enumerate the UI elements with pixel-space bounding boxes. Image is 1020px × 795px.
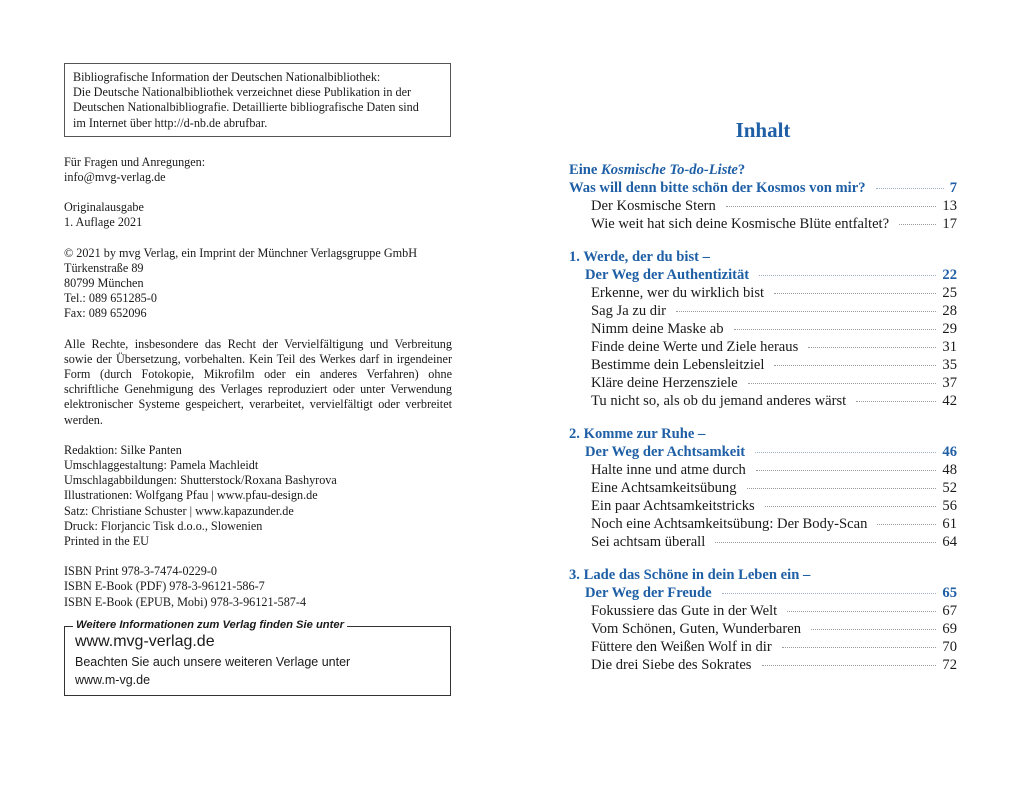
- edition-type: Originalausgabe: [64, 200, 144, 215]
- credit-line: Printed in the EU: [64, 534, 149, 549]
- toc-entry[interactable]: [569, 497, 957, 515]
- chapter-heading[interactable]: [569, 425, 957, 461]
- leader-dots: [748, 383, 937, 384]
- chapter-subtitle: Der Weg der Freude: [585, 585, 712, 601]
- leader-dots: [787, 611, 936, 612]
- leader-dots: [722, 593, 937, 594]
- heading-title: Was will denn bitte schön der Kosmos von mir?: [569, 180, 866, 196]
- publisher-url[interactable]: www.mvg-verlag.de: [75, 633, 215, 650]
- toc-entry[interactable]: [569, 392, 957, 410]
- page-number: 42: [942, 393, 957, 409]
- leader-dots: [774, 365, 936, 366]
- toc-entry[interactable]: [569, 461, 957, 479]
- leader-dots: [726, 206, 937, 207]
- leader-dots: [762, 665, 937, 666]
- leader-dots: [782, 647, 937, 648]
- page-number: 22: [942, 267, 957, 283]
- toc-entry[interactable]: [569, 374, 957, 392]
- leader-dots: [876, 188, 944, 189]
- page-number: 61: [942, 516, 957, 532]
- isbn-line: ISBN Print 978-3-7474-0229-0: [64, 564, 218, 579]
- contact-label: Für Fragen und Anregungen:: [64, 154, 206, 169]
- credit-line: Redaktion: Silke Panten: [64, 442, 182, 457]
- entry-title: Vom Schönen, Guten, Wunderbaren: [591, 621, 802, 637]
- page-number: 69: [942, 621, 957, 637]
- toc-section-intro: [569, 161, 957, 233]
- page-number: 7: [949, 180, 957, 196]
- page-number: 37: [942, 375, 957, 391]
- leader-dots: [759, 275, 936, 276]
- chapter-subtitle: Der Weg der Achtsamkeit: [585, 444, 746, 460]
- bibliographic-info-box: [64, 63, 451, 137]
- credit-line: Druck: Florjancic Tisk d.o.o., Slowenien: [64, 518, 263, 533]
- imprint-page: [64, 63, 452, 687]
- entry-title: Wie weit hat sich deine Kosmische Blüte entfaltet?: [591, 216, 890, 232]
- info-box-legend: Weitere Informationen zum Verlag finden Sie unter: [73, 618, 347, 633]
- leader-dots: [808, 347, 936, 348]
- entry-title: Tu nicht so, als ob du jemand anderes wärst: [591, 393, 847, 409]
- copyright-line: © 2021 by mvg Verlag, ein Imprint der Münchner Verlagsgruppe GmbH: [64, 245, 418, 260]
- toc-entry[interactable]: [569, 320, 957, 338]
- page-number: 46: [942, 444, 957, 460]
- page-number: 67: [942, 603, 957, 619]
- bib-line: Die Deutsche Nationalbibliothek verzeichnet diese Publikation in der: [73, 85, 412, 100]
- credit-line: Umschlaggestaltung: Pamela Machleidt: [64, 458, 259, 473]
- toc-section-chapter-3: [569, 566, 957, 674]
- toc-entry[interactable]: [569, 215, 957, 233]
- toc-entry[interactable]: [569, 533, 957, 551]
- entry-title: Der Kosmische Stern: [591, 198, 716, 214]
- toc-entry[interactable]: [569, 620, 957, 638]
- leader-dots: [877, 524, 936, 525]
- chapter-number-title: 1. Werde, der du bist –: [569, 249, 710, 265]
- leader-dots: [811, 629, 936, 630]
- contact-block: [64, 155, 452, 185]
- bib-line: Deutschen Nationalbibliografie. Detaillierte bibliografische Daten sind: [73, 100, 419, 115]
- leader-dots: [774, 293, 936, 294]
- toc-title: Inhalt: [735, 118, 791, 142]
- isbn-line: ISBN E-Book (EPUB, Mobi) 978-3-96121-587-4: [64, 594, 307, 609]
- toc-section-chapter-1: [569, 248, 957, 410]
- rights-notice: Alle Rechte, insbesondere das Recht der Vervielfältigung und Verbreitung sowie der Übersetzung, vorbehalten. Kein Teil des Werkes darf in irgendeiner Form (durch Fotokopie, Mikrofilm oder ein anderes Verfahren) ohne schriftliche Genehmigung des Verlages reproduziert oder unter Verwendung elektronischer Systeme gespeichert, verarbeitet, vervielfältigt oder verbreitet werden.: [64, 336, 452, 427]
- toc-section-chapter-2: [569, 425, 957, 551]
- credit-line: Illustrationen: Wolfgang Pfau | www.pfau-design.de: [64, 488, 318, 503]
- toc-page: [569, 115, 957, 689]
- entry-title: Bestimme dein Lebensleitziel: [591, 357, 765, 373]
- leader-dots: [734, 329, 937, 330]
- toc-entry[interactable]: [569, 479, 957, 497]
- page-number: 35: [942, 357, 957, 373]
- toc-entry[interactable]: [569, 356, 957, 374]
- heading-text: ?: [737, 162, 746, 178]
- page-number: 25: [942, 285, 957, 301]
- contact-email: info@mvg-verlag.de: [64, 170, 166, 185]
- page-number: 72: [942, 657, 957, 673]
- page-number: 64: [942, 534, 957, 550]
- publisher-info-box: [64, 619, 451, 696]
- leader-dots: [676, 311, 936, 312]
- publisher-street: Türkenstraße 89: [64, 260, 144, 275]
- table-of-contents: [569, 161, 957, 674]
- other-publishers-note: Beachten Sie auch unsere weiteren Verlage unter: [75, 655, 351, 669]
- leader-dots: [747, 488, 937, 489]
- page-number: 70: [942, 639, 957, 655]
- toc-entry[interactable]: [569, 284, 957, 302]
- page-number: 13: [942, 198, 957, 214]
- section-heading[interactable]: [569, 161, 957, 197]
- credit-line: Satz: Christiane Schuster | www.kapazunder.de: [64, 503, 294, 518]
- entry-title: Erkenne, wer du wirklich bist: [591, 285, 765, 301]
- page-number: 65: [942, 585, 957, 601]
- toc-entry[interactable]: [569, 515, 957, 533]
- entry-title: Sei achtsam überall: [591, 534, 706, 550]
- edition-printing: 1. Auflage 2021: [64, 215, 143, 230]
- publisher-tel: Tel.: 089 651285-0: [64, 291, 157, 306]
- leader-dots: [856, 401, 936, 402]
- entry-title: Kläre deine Herzensziele: [591, 375, 738, 391]
- heading-text: Eine: [569, 162, 602, 178]
- leader-dots: [755, 452, 936, 453]
- entry-title: Fokussiere das Gute in der Welt: [591, 603, 778, 619]
- page-number: 48: [942, 462, 957, 478]
- entry-title: Die drei Siebe des Sokrates: [591, 657, 752, 673]
- heading-italic-text: Kosmische To-do-Liste: [601, 162, 738, 178]
- entry-title: Finde deine Werte und Ziele heraus: [591, 339, 799, 355]
- page-number: 31: [942, 339, 957, 355]
- group-url[interactable]: www.m-vg.de: [75, 673, 151, 687]
- toc-entry[interactable]: [569, 638, 957, 656]
- entry-title: Eine Achtsamkeitsübung: [591, 480, 737, 496]
- credit-line: Umschlagabbildungen: Shutterstock/Roxana Bashyrova: [64, 473, 337, 488]
- page-number: 56: [942, 498, 957, 514]
- chapter-subtitle: Der Weg der Authentizität: [585, 267, 750, 283]
- page-number: 29: [942, 321, 957, 337]
- chapter-heading[interactable]: [569, 566, 957, 602]
- page-number: 52: [942, 480, 957, 496]
- page-number: 28: [942, 303, 957, 319]
- publisher-block: [64, 246, 452, 322]
- bib-line: Bibliografische Information der Deutschen Nationalbibliothek:: [73, 70, 381, 84]
- page-number: 17: [942, 216, 957, 232]
- leader-dots: [715, 542, 936, 543]
- chapter-number-title: 3. Lade das Schöne in dein Leben ein –: [569, 567, 811, 583]
- credits-block: [64, 443, 452, 549]
- leader-dots: [899, 224, 936, 225]
- toc-entry[interactable]: [569, 197, 957, 215]
- toc-entry[interactable]: [569, 602, 957, 620]
- entry-title: Sag Ja zu dir: [591, 303, 666, 319]
- bib-line: im Internet über http://d-nb.de abrufbar.: [73, 115, 268, 130]
- toc-entry[interactable]: [569, 338, 957, 356]
- entry-title: Nimm deine Maske ab: [591, 321, 724, 337]
- isbn-line: ISBN E-Book (PDF) 978-3-96121-586-7: [64, 579, 265, 594]
- edition-block: [64, 200, 452, 230]
- isbn-block: [64, 564, 452, 610]
- entry-title: Ein paar Achtsamkeitstricks: [591, 498, 755, 514]
- entry-title: Noch eine Achtsamkeitsübung: Der Body-Scan: [591, 516, 868, 532]
- chapter-heading[interactable]: [569, 248, 957, 284]
- leader-dots: [765, 506, 937, 507]
- publisher-city: 80799 München: [64, 276, 144, 291]
- publisher-fax: Fax: 089 652096: [64, 306, 147, 321]
- entry-title: Halte inne und atme durch: [591, 462, 746, 478]
- chapter-number-title: 2. Komme zur Ruhe –: [569, 426, 706, 442]
- entry-title: Füttere den Weißen Wolf in dir: [591, 639, 772, 655]
- toc-entry[interactable]: [569, 656, 957, 674]
- leader-dots: [756, 470, 937, 471]
- toc-entry[interactable]: [569, 302, 957, 320]
